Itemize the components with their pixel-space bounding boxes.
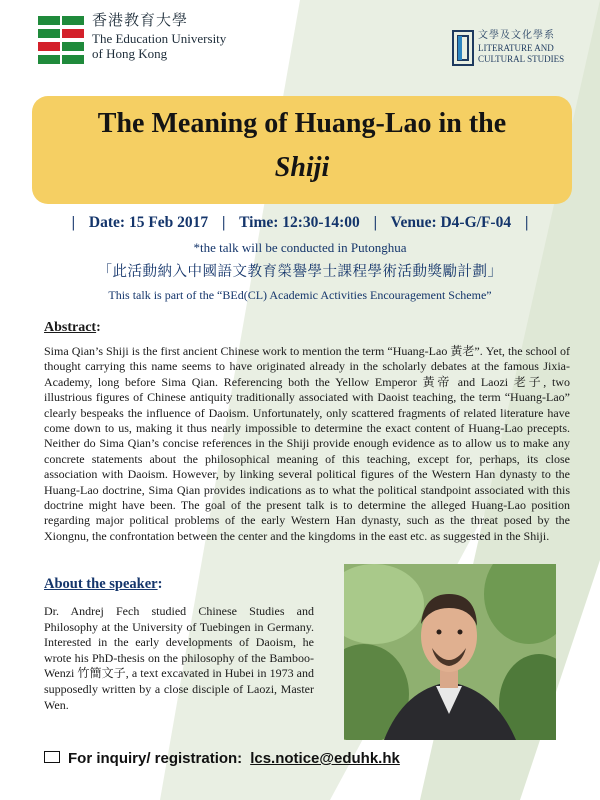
department-name-en-2: CULTURAL STUDIES: [478, 54, 565, 64]
lcs-logo: [452, 30, 474, 66]
eduhk-name-en-2: of Hong Kong: [92, 46, 168, 61]
eduhk-name-en-1: The Education University: [92, 31, 227, 46]
speaker-bio: Dr. Andrej Fech studied Chinese Studies and Philosophy at the University of Tuebingen in Germany. Interested in the early developments of Daoism, he wrote his PhD-thesis on the philosophy of the Bamboo-Wenzi 竹簡文子, a text excavated in Hubei in 1973 and supposedly written by a close disciple of Laozi, Master Wen.: [44, 604, 314, 712]
speaker-heading-colon: :: [157, 576, 163, 592]
title-banner: [32, 96, 572, 204]
separator: |: [524, 214, 529, 231]
eduhk-name-zh: 香港教育大學: [92, 13, 189, 29]
scheme-notice-en: This talk is part of the “BEd(CL) Academic Activities Encouragement Scheme”: [108, 288, 492, 302]
department-name-en-1: LITERATURE AND: [478, 43, 554, 53]
language-note: *the talk will be conducted in Putonghua: [193, 240, 407, 255]
talk-title-line1: The Meaning of Huang-Lao in the: [97, 108, 507, 139]
eduhk-logo: [38, 14, 84, 72]
event-date: Date: 15 Feb 2017: [88, 214, 209, 231]
separator: |: [71, 214, 76, 231]
event-info-bar: [0, 214, 600, 232]
speaker-heading: [44, 576, 162, 593]
inquiry-footer: [44, 750, 400, 767]
inquiry-label: For inquiry/ registration:: [68, 750, 243, 767]
speaker-photo: [344, 564, 556, 740]
abstract-heading-label: Abstract: [44, 320, 97, 335]
separator: |: [222, 214, 226, 231]
scheme-notice-zh: 「此活動納入中國語文教育榮譽學士課程學術活動獎勵計劃」: [97, 264, 503, 280]
eduhk-name: [92, 14, 226, 61]
abstract-text: Sima Qian’s Shiji is the first ancient Chinese work to mention the term “Huang-Lao 黃老”. Yet, the school of thought carrying this name seems to have originated already in the scholarly debates at the famous Jixia-Academy, long before Sima Qian. Referencing both the Yellow Emperor 黃帝 and Laozi 老子, two illustrious figures of Chinese antiquity traditionally associated with Daoist teaching, the term “Huang-Lao” clearly bespeaks the influence of Daoism. Unfortunately, only scattered fragments of related literature have come down to us, making it thus nearly impossible to determine the exact content of Huang-Lao precepts. Neither do Sima Qian’s concise references in the Shiji provide enough evidence as to allow us to make any concrete statements about the philosophical meaning of this teaching, except for, perhaps, its close association with Daoism. However, by linking several political figures of the Western Han dynasty to the Huang-Lao doctrine, Sima Qian provides indications as to what the political standpoint associated with this doctrine might have been. The goal of the present talk is to determine the alleged Huang-Lao position regarding major political problems of the early Western Han dynasty, such as the threat posed by the Xiongnu, the confrontation between the center and the kingdoms in the east etc. as suggested in the Shiji.: [44, 344, 570, 543]
speaker-heading-label: About the speaker: [44, 576, 158, 592]
department-name: [478, 30, 564, 65]
event-time: Time: 12:30-14:00: [239, 214, 360, 231]
mail-icon: [44, 751, 60, 763]
talk-title-line2: Shiji: [274, 152, 330, 183]
event-venue: Venue: D4-G/F-04: [390, 214, 512, 231]
separator: |: [373, 214, 378, 231]
department-name-zh: 文學及文化學系: [478, 30, 555, 41]
contact-email-link[interactable]: lcs.notice@eduhk.hk: [250, 750, 400, 767]
abstract-heading: [44, 320, 101, 336]
header: [0, 0, 600, 90]
abstract-heading-colon: :: [96, 320, 101, 335]
